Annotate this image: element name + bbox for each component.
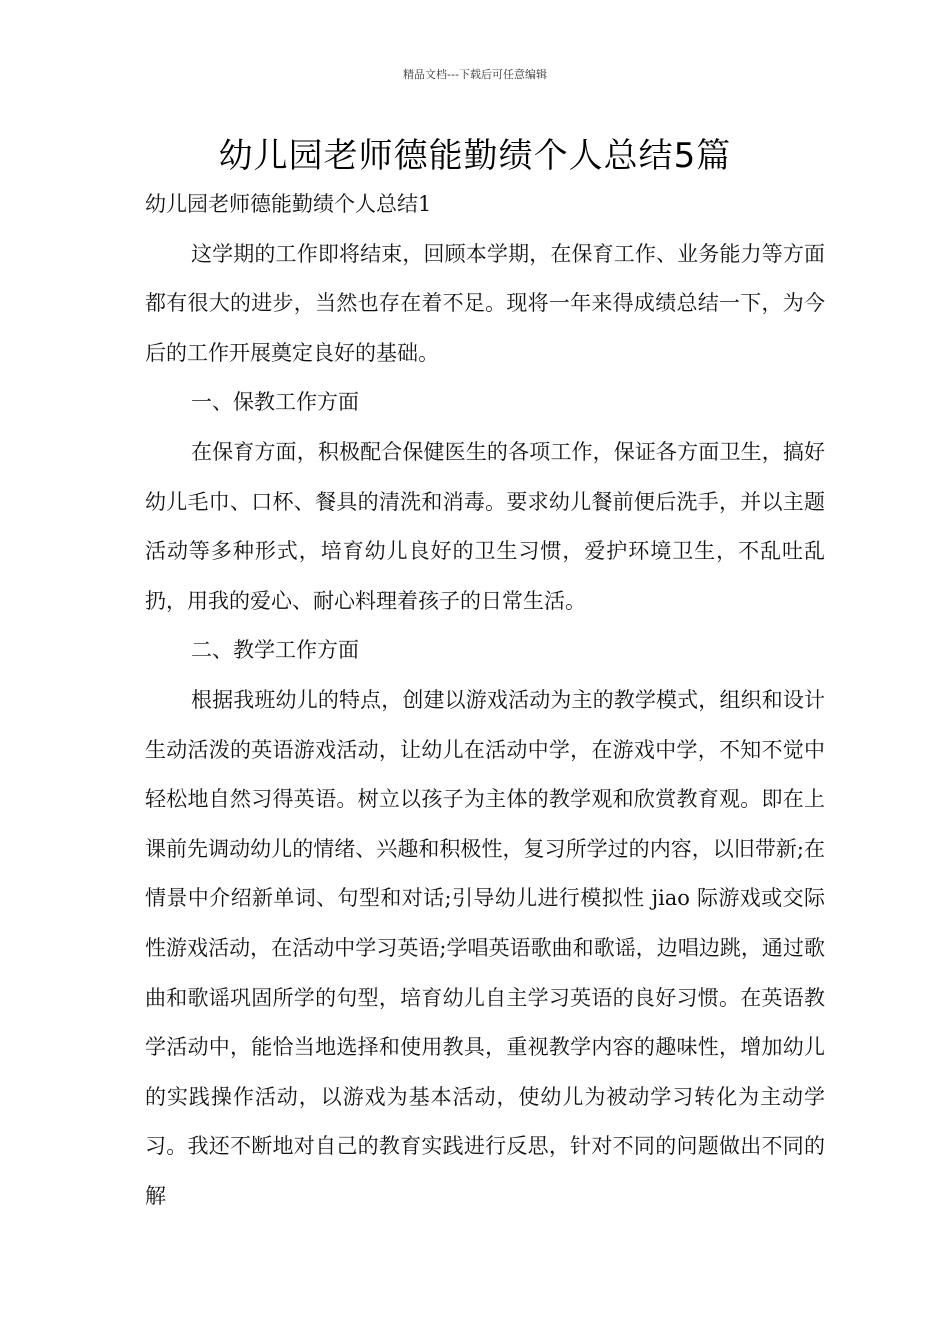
paragraph-teaching: 根据我班幼儿的特点，创建以游戏活动为主的教学模式，组织和设计生动活泼的英语游戏活动，让幼儿在活动中学，在游戏中学，不知不觉中轻松地自然习得英语。树立以孩子为主体的教学观和欣赏教育观。即在上课前先调动幼儿的情绪、兴趣和积极性，复习所学过的内容，以旧带新;在情景中介绍新单词、句型和对话;引导幼儿进行模拟性 jiao 际游戏或交际性游戏活动，在活动中学习英语;学唱英语歌曲和歌谣，边唱边跳，通过歌曲和歌谣巩固所学的句型，培育幼儿自主学习英语的良好习惯。在英语教学活动中，能恰当地选择和使用教具，重视教学内容的趣味性，增加幼儿的实践操作活动，以游戏为基本活动，使幼儿为被动学习转化为主动学习。我还不断地对自己的教育实践进行反思，针对不同的问题做出不同的解 (145, 687, 825, 1208)
document-body (145, 180, 825, 1221)
section-subtitle: 幼儿园老师德能勤绩个人总结1 (145, 192, 432, 216)
section-heading-care: 一、保教工作方面 (191, 390, 359, 415)
document-title: 幼儿园老师德能勤绩个人总结5篇 (218, 136, 732, 176)
paragraph-care: 在保育方面，积极配合保健医生的各项工作，保证各方面卫生，搞好幼儿毛巾、口杯、餐具的清洗和消毒。要求幼儿餐前便后洗手，并以主题活动等多种形式，培育幼儿良好的卫生习惯，爱护环境卫生，不乱吐乱扔，用我的爱心、耐心料理着孩子的日常生活。 (145, 439, 825, 613)
section-heading-teaching: 二、教学工作方面 (191, 638, 359, 663)
paragraph-intro: 这学期的工作即将结束，回顾本学期，在保育工作、业务能力等方面都有很大的进步，当然也存在着不足。现将一年来得成绩总结一下，为今后的工作开展奠定良好的基础。 (145, 241, 825, 365)
header-note: 精品文档---下载后可任意编辑 (403, 68, 547, 81)
